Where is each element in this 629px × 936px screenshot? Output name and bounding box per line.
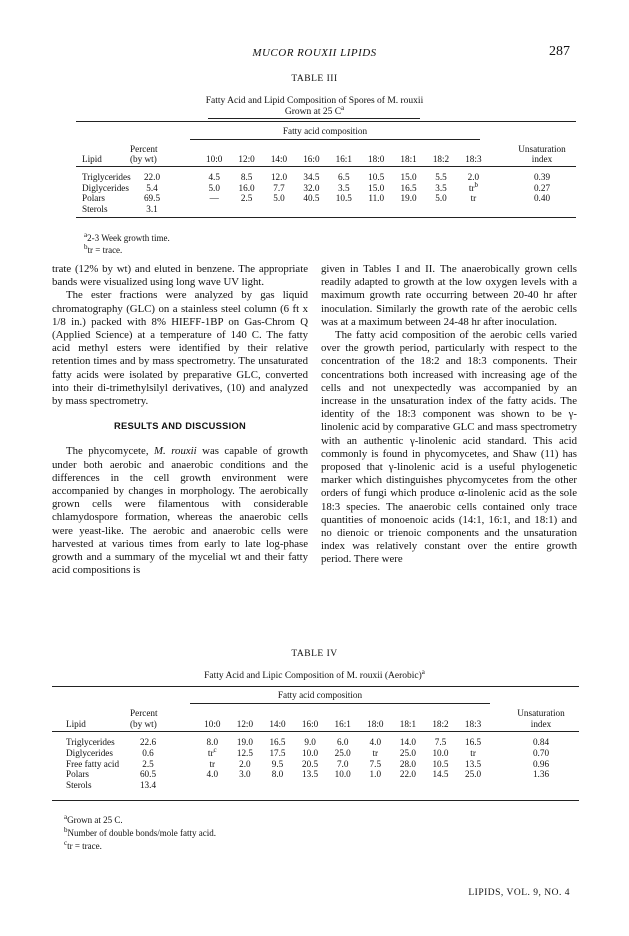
fatty-acid-header: 10:0 xyxy=(206,154,223,164)
table-row-percent: 69.5 xyxy=(143,193,161,203)
table-cell: 9.5 xyxy=(271,758,284,769)
running-title: MUCOR ROUXII LIPIDS xyxy=(252,47,377,59)
table-cell: 22.0 xyxy=(399,769,416,780)
fatty-acid-header: 18:3 xyxy=(464,719,482,729)
table3-col-unsat-2: index xyxy=(531,154,553,164)
table-cell: 16.5 xyxy=(269,737,286,747)
table-cell: 16.5 xyxy=(465,737,482,747)
table-cell: 14.5 xyxy=(432,769,449,780)
table-cell: tr xyxy=(470,747,476,758)
right-column xyxy=(321,263,577,567)
table-cell: 25.0 xyxy=(465,769,482,780)
table-cell: 6.0 xyxy=(336,737,349,747)
table3-col-lipid: Lipid xyxy=(82,154,102,164)
table-cell: 5.0 xyxy=(208,182,220,193)
page-number: 287 xyxy=(549,44,570,59)
table3-caption: Fatty Acid and Lipid Composition of Spores of M. rouxii xyxy=(205,96,424,106)
table4-col-percent-1: Percent xyxy=(130,708,158,718)
table-row-percent: 5.4 xyxy=(146,182,158,193)
table3-col-percent-2: (by wt) xyxy=(130,154,157,164)
table-cell: 7.5 xyxy=(434,737,447,747)
table-cell: 4.0 xyxy=(206,769,219,780)
table-cell: $tr^c$ xyxy=(207,745,217,758)
table4-caption: Fatty Acid and Lipic Composition of M. rouxii (Aerobic)$^a$ xyxy=(204,667,425,681)
table-row-lipid: Sterols xyxy=(66,780,92,791)
left-para-3: The phycomycete, M. rouxii was capable of growth under both aerobic and anaerobic conditions and the differences in the cell growth environment were accompanied by changes in morphology. The aerobically grown cells were filamentous with considerable chlamydospore formation, whereas the anaerobic cells were yeast-like. The aerobic and anaerobic cells were harvested at various times from early to late log-phase growth and a summary of the mycelial wt and their fatty acid compositions is xyxy=(52,445,308,577)
table-row-percent: 22.6 xyxy=(139,737,157,747)
table-cell: 6.5 xyxy=(338,172,350,182)
table-cell: 17.5 xyxy=(269,747,286,758)
table-cell: 10.0 xyxy=(302,747,319,758)
table-cell: 25.0 xyxy=(334,747,351,758)
fatty-acid-header: 16:1 xyxy=(334,719,351,729)
table-cell: — xyxy=(209,193,219,203)
table-row-percent: 60.5 xyxy=(139,769,157,780)
table4-top-rule xyxy=(52,686,579,687)
table-cell: tr xyxy=(372,747,379,758)
table-cell: tr xyxy=(209,758,216,769)
table-cell: 10.5 xyxy=(368,172,385,182)
table-cell: 5.0 xyxy=(273,193,285,203)
table3-label: TABLE III xyxy=(291,74,338,84)
fatty-acid-header: 12:0 xyxy=(236,719,254,729)
table-cell: 13.5 xyxy=(302,769,319,780)
table-row-unsat: 0.70 xyxy=(532,747,550,758)
table-cell: 34.5 xyxy=(303,172,320,182)
table3-footnote-a: $^a$2-3 Week growth time. xyxy=(84,231,170,243)
table3-group-header: Fatty acid composition xyxy=(282,126,368,136)
table-row-lipid: Diglycerides xyxy=(66,747,113,758)
table4-footnote-c: $^c$tr = trace. xyxy=(64,839,102,851)
table3-top-rule xyxy=(76,121,576,122)
table-cell: 3.0 xyxy=(239,769,251,780)
table4-col-lipid: Lipid xyxy=(66,719,86,729)
table4-bottom-rule xyxy=(52,800,579,801)
table-cell: 40.5 xyxy=(303,193,320,203)
table4-footnote-b: $^b$Number of double bonds/mole fatty acid. xyxy=(64,826,216,838)
table-row-lipid: Free fatty acid xyxy=(66,758,120,769)
table-cell: 19.0 xyxy=(400,193,417,203)
table3-col-percent-1: Percent xyxy=(130,144,158,154)
table4-label: TABLE IV xyxy=(291,649,338,659)
trace-footnote-marker: c xyxy=(213,745,217,754)
fatty-acid-header: 18:2 xyxy=(432,719,449,729)
table3-caption-line2: Grown at 25 $C^a$ xyxy=(284,103,345,117)
table-cell: 14.0 xyxy=(399,737,416,747)
table-row-lipid: Sterols xyxy=(82,203,108,214)
table3-col-unsat-1: Unsaturation xyxy=(518,144,566,154)
table-row-unsat: 0.27 xyxy=(533,182,551,193)
fatty-acid-header: 12:0 xyxy=(238,154,255,164)
table-cell: 10.5 xyxy=(432,758,449,769)
table3-caption-rule xyxy=(208,118,420,119)
table-cell: 2.5 xyxy=(240,193,253,203)
fatty-acid-header: 16:0 xyxy=(301,719,319,729)
fatty-acid-header: 18:1 xyxy=(399,719,417,729)
table-cell: 2.0 xyxy=(239,758,251,769)
fatty-acid-header: 18:0 xyxy=(368,154,385,164)
table-row-unsat: 0.84 xyxy=(532,737,550,747)
table-row-lipid: Polars xyxy=(66,769,89,780)
journal-footer: LIPIDS, VOL. 9, NO. 4 xyxy=(468,888,570,898)
fatty-acid-header: 10:0 xyxy=(204,719,221,729)
table4-footnote-a: $^a$Grown at 25 C. xyxy=(64,813,123,825)
left-para-1: trate (12% by wt) and eluted in benzene. The appropriate bands were visualized using long wave UV light. xyxy=(52,263,308,289)
left-column xyxy=(52,263,308,577)
table-cell: 10.0 xyxy=(432,747,449,758)
table-cell: 5.0 xyxy=(435,193,447,203)
table-row-percent: 2.5 xyxy=(142,758,154,769)
section-heading-results: RESULTS AND DISCUSSION xyxy=(113,421,247,432)
table-cell: 4.5 xyxy=(208,172,220,182)
fatty-acid-header: 18:0 xyxy=(367,719,384,729)
table-cell: 8.0 xyxy=(271,769,284,780)
table-cell: 25.0 xyxy=(399,747,416,758)
table-row-unsat: 1.36 xyxy=(532,769,550,780)
table-cell: tr xyxy=(470,193,477,203)
table-cell: 13.5 xyxy=(465,758,482,769)
table3-bottom-rule xyxy=(76,217,576,218)
table-row-lipid: Diglycerides xyxy=(82,182,129,193)
table-cell: 12.0 xyxy=(270,172,288,182)
fatty-acid-header: 16:0 xyxy=(303,154,320,164)
table4-col-unsat-1: Unsaturation xyxy=(517,708,565,718)
fatty-acid-header: 18:3 xyxy=(465,154,482,164)
table-cell: 3.5 xyxy=(435,182,447,193)
table-cell: 20.5 xyxy=(302,758,319,769)
table-cell: 32.0 xyxy=(303,182,320,193)
table-row-unsat: 0.40 xyxy=(533,193,551,203)
table-cell: 7.7 xyxy=(273,182,285,193)
table-row-percent: 22.0 xyxy=(143,172,161,182)
right-para-1: given in Tables I and II. The anaerobically grown cells readily adapted to growth at the low oxygen levels with a maximum growth rate occurring between 20-40 hr after inoculation. Similarly the growth rate of the aerobic cells was at a maximum between 24-48 hr after inoculation. xyxy=(321,263,577,328)
fatty-acid-header: 16:1 xyxy=(335,154,352,164)
table-cell: 7.5 xyxy=(369,758,382,769)
table-cell: 11.0 xyxy=(368,193,385,203)
table4-col-unsat-2: index xyxy=(530,719,552,729)
table-row-unsat: 0.39 xyxy=(533,172,551,182)
table-cell: 4.0 xyxy=(369,737,382,747)
right-para-2: The fatty acid composition of the aerobic cells varied over the growth period, particularly with respect to the concentration of the 18:2 and 18:3 components. Their concentrations both increased with increasing age of the cells and not unexpectedly was accompanied by an increase in the unsaturation index of the fatty acids. The identity of the 18:3 component was shown to be γ-linolenic acid by comparative GLC and mass spectrometry with an authentic γ-linolenic acid standard. This acid commonly is found in phycomycetes, and Shaw (11) has proposed that γ-linolenic acid is a useful phylogenetic marker which distinguishes phycomycetes from the other orders of fungi which produce α-linolenic acid as the sole 18:3 species. The anaerobic cells contained only trace quantities of monoenoic acids (14:1, 16:1, and 18:1) and no dienoic or trienoic components and the unsaturation index was relatively constant over the entire growth period. There were xyxy=(321,329,577,566)
table-cell: 2.0 xyxy=(467,172,480,182)
fatty-acid-header: 18:2 xyxy=(432,154,450,164)
table3-footnote-b: $^b$tr = trace. xyxy=(84,243,123,255)
table4-header-rule xyxy=(52,731,579,732)
table-cell: 8.0 xyxy=(206,737,219,747)
table4-group-rule xyxy=(190,703,490,704)
table-row-percent: 3.1 xyxy=(146,203,158,214)
trace-footnote-marker: b xyxy=(474,180,478,189)
table-cell: 7.0 xyxy=(336,758,349,769)
table-cell: 16.0 xyxy=(238,182,255,193)
fatty-acid-header: 14:0 xyxy=(269,719,286,729)
fatty-acid-header: 14:0 xyxy=(270,154,288,164)
table-cell: $tr^b$ xyxy=(468,180,478,193)
table4-group-header: Fatty acid composition xyxy=(277,690,363,700)
table-cell: 15.0 xyxy=(368,182,385,193)
table-cell: 9.0 xyxy=(304,737,316,747)
table-row-lipid: Triglycerides xyxy=(66,737,115,747)
table-row-unsat: 0.96 xyxy=(532,758,550,769)
table-cell: 10.0 xyxy=(334,769,351,780)
table-row-percent: 0.6 xyxy=(142,747,154,758)
fatty-acid-header: 18:1 xyxy=(400,154,417,164)
table-cell: 28.0 xyxy=(399,758,416,769)
table-cell: 19.0 xyxy=(236,737,253,747)
table-cell: 10.5 xyxy=(335,193,352,203)
table-row-lipid: Polars xyxy=(82,193,105,203)
table-cell: 5.5 xyxy=(435,172,447,182)
table-row-percent: 13.4 xyxy=(139,780,157,791)
table4-col-percent-2: (by wt) xyxy=(130,719,157,729)
table-cell: 3.5 xyxy=(338,182,350,193)
table-row-lipid: Triglycerides xyxy=(82,172,131,182)
table-cell: 1.0 xyxy=(369,769,382,780)
table-cell: 15.0 xyxy=(400,172,417,182)
table3-header-rule xyxy=(76,166,576,167)
table3-group-rule xyxy=(190,139,480,140)
table-cell: 16.5 xyxy=(400,182,417,193)
table-cell: 8.5 xyxy=(240,172,253,182)
table-cell: 12.5 xyxy=(236,747,253,758)
left-para-2: The ester fractions were analyzed by gas liquid chromatography (GLC) on a stainless steel column (6 ft x 1/8 in.) packed with 8% HIEFF-1BP on Gas-Chrom Q (Applied Science) at a temperature of 140 C. The fatty acid methyl esters were identified by their relative retention times and by mass spectrometry. The unsaturated fatty acids were isolated by preparative GLC, converted into their di-trimethylsilyl derivatives, (10) and analyzed by mass spectrometry. xyxy=(52,289,308,408)
